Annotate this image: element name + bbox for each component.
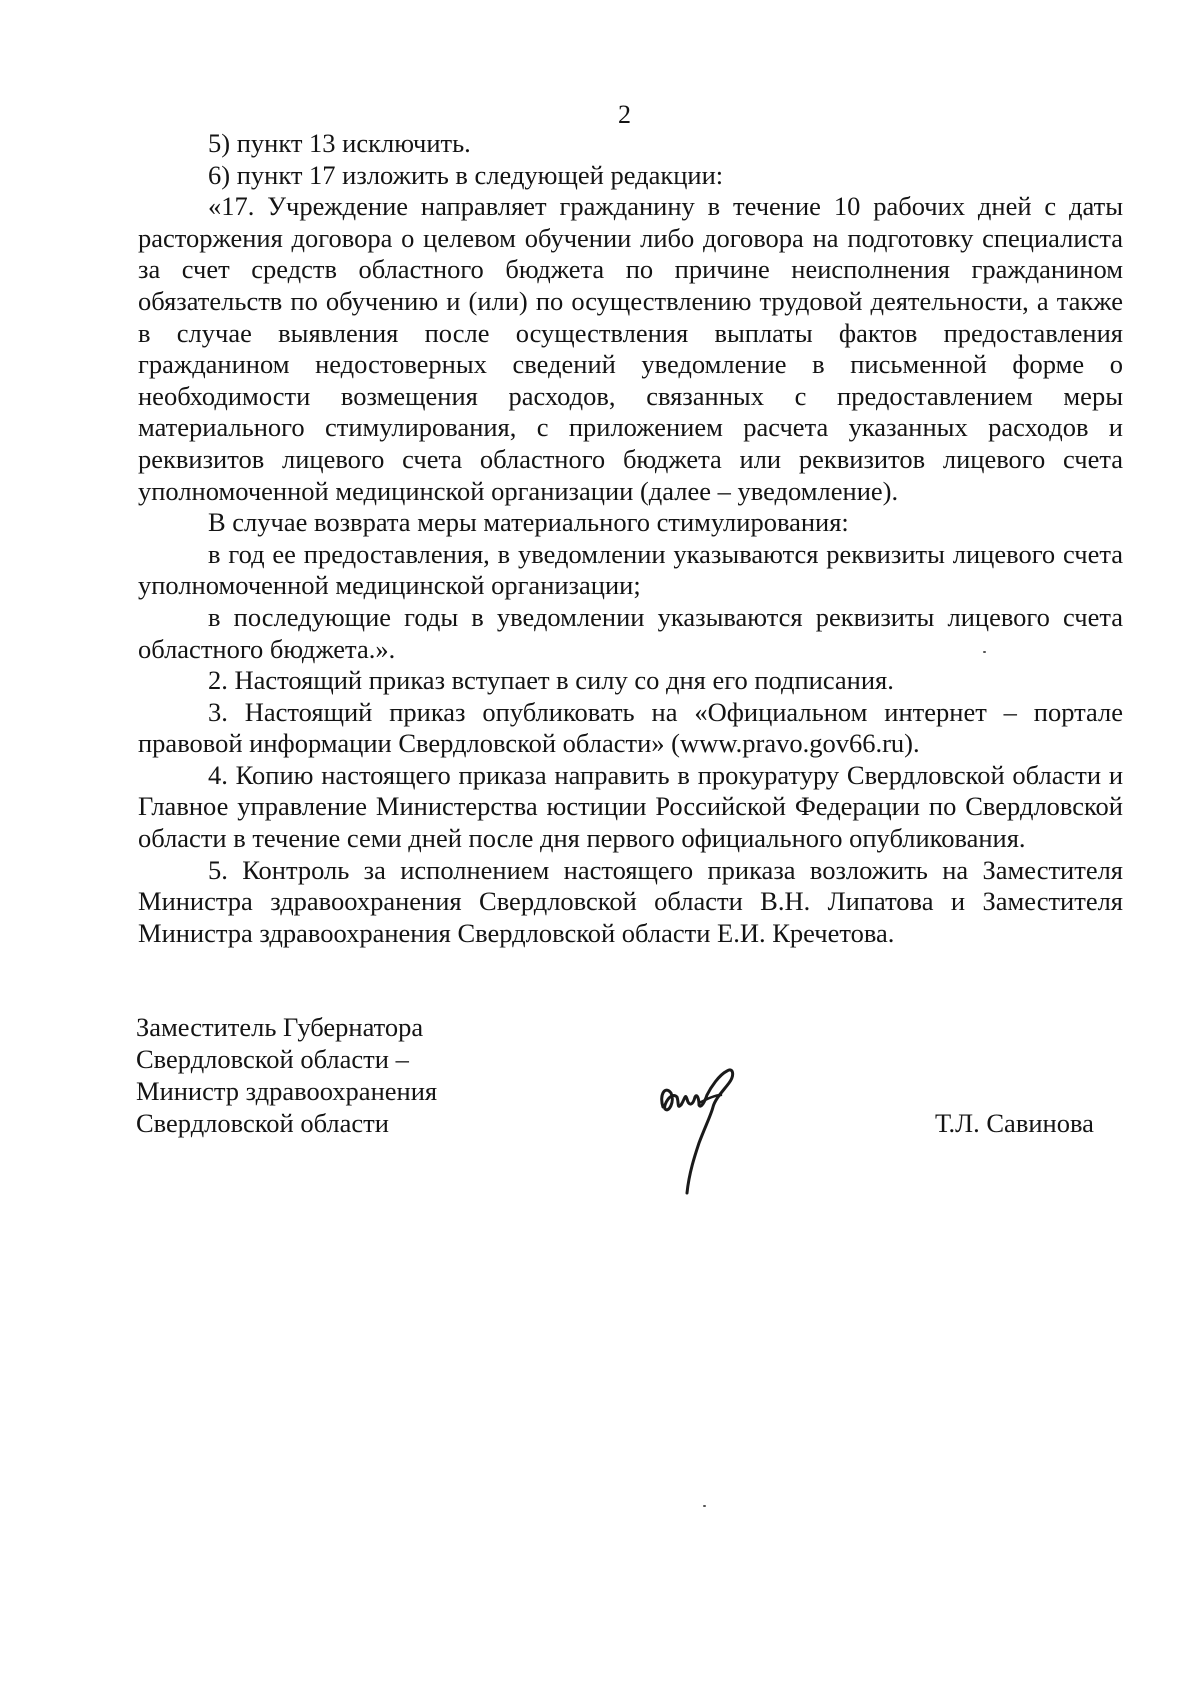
scan-speck (983, 651, 986, 653)
signatory-name: Т.Л. Савинова (935, 1108, 1094, 1138)
signatory-title-line: Заместитель Губернатора (136, 1012, 424, 1042)
handwritten-signature (655, 1065, 775, 1205)
scan-speck (703, 1505, 706, 1507)
paragraph-publication: 3. Настоящий приказ опубликовать на «Официальном интернет – портале правовой информации Свердловской области» (www.pravo.gov66.ru). (138, 696, 1123, 759)
signatory-title-line: Свердловской области (136, 1108, 389, 1138)
paragraph-control: 5. Контроль за исполнением настоящего приказа возложить на Заместителя Министра здравоохранения Свердловской области В.Н. Липатова и Заместителя Министра здравоохранения Свердловской области Е.И. Кречетова. (138, 854, 1123, 948)
signatory-title (136, 1011, 437, 1139)
paragraph-refund-same-year: в год ее предоставления, в уведомлении указываются реквизиты лицевого счета уполномоченной медицинской организации; (138, 538, 1123, 601)
document-body (138, 128, 1123, 949)
paragraph-effective-date: 2. Настоящий приказ вступает в силу со дня его подписания. (208, 665, 894, 696)
paragraph-copy-prosecutor: 4. Копию настоящего приказа направить в прокуратуру Свердловской области и Главное управление Министерства юстиции Российской Федерации по Свердловской области в течение семи дней после дня первого официального опубликования. (138, 759, 1123, 854)
paragraph-item-5: 5) пункт 13 исключить. (208, 128, 471, 158)
paragraph-refund-case: В случае возврата меры материального стимулирования: (208, 507, 849, 538)
page-number: 2 (618, 100, 631, 129)
signatory-title-line: Министр здравоохранения (136, 1076, 438, 1106)
paragraph-point-17: «17. Учреждение направляет гражданину в течение 10 рабочих дней с даты расторжения договора о целевом обучении либо договора на подготовку специалиста за счет средств областного бюджета по причине неисполнения гражданином обязательств по обучению и (или) по осуществлению трудовой деятельности, а также в случае выявления после осуществления выплаты фактов предоставления гражданином недостоверных сведений уведомление в письменной форме о необходимости возмещения расходов, связанных с предоставлением меры материального стимулирования, с приложением расчета указанных расходов и реквизитов лицевого счета областного бюджета или реквизитов лицевого счета уполномоченной медицинской организации (далее – уведомление). (138, 191, 1123, 506)
paragraph-refund-later-years: в последующие годы в уведомлении указываются реквизиты лицевого счета областного бюджета.». (138, 601, 1123, 664)
signatory-title-line: Свердловской области – (136, 1044, 409, 1074)
paragraph-item-6: 6) пункт 17 изложить в следующей редакции: (208, 159, 724, 190)
